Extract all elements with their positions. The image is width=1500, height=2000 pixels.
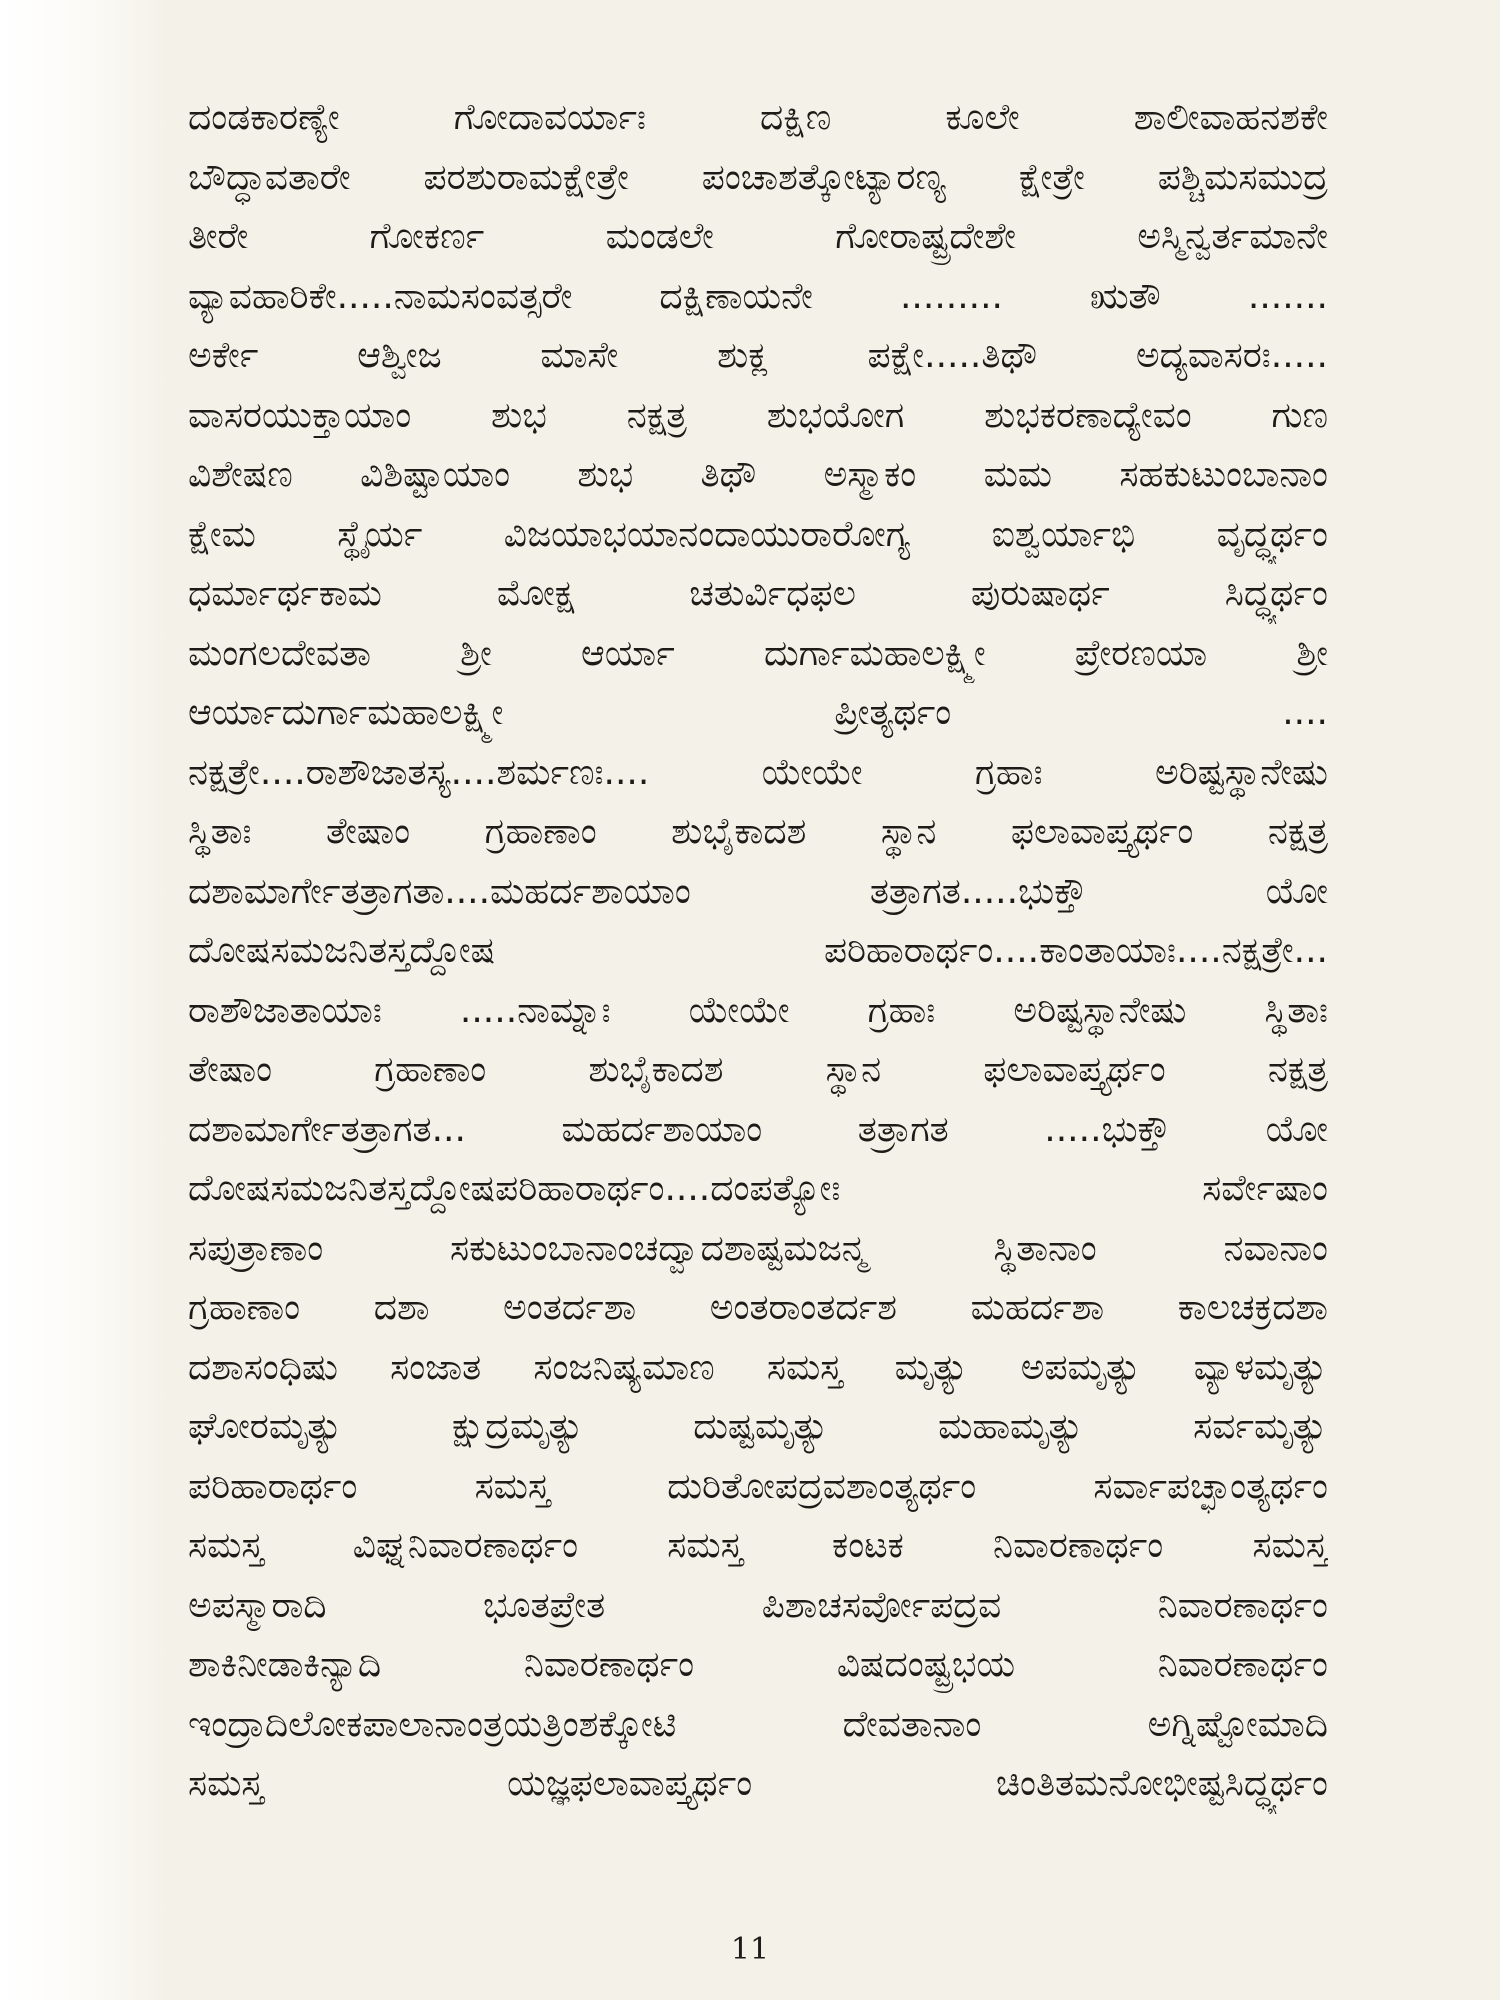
text-line: ಸಪುತ್ರಾಣಾಂ ಸಕುಟುಂಬಾನಾಂಚದ್ವಾದಶಾಷ್ಟಮಜನ್ಮ ಸ್ಥಿತಾನಾಂ ನವಾನಾಂ [188, 1227, 1328, 1269]
page-number: 11 [730, 1932, 770, 1967]
text-line: ಆರ್ಯಾದುರ್ಗಾಮಹಾಲಕ್ಷ್ಮೀ ಪ್ರೀತ್ಯರ್ಥಂ .... [188, 692, 1328, 733]
text-line: ದೋಷಸಮಜನಿತಸ್ತದ್ದೋಷ ಪರಿಹಾರಾರ್ಥಂ....ಕಾಂತಾಯಾಃ....ನಕ್ಷತ್ರೇ... [188, 930, 1328, 971]
text-line: ವಿಶೇಷಣ ವಿಶಿಷ್ಟಾಯಾಂ ಶುಭ ತಿಥೌ ಅಸ್ಮಾಕಂ ಮಮ ಸಹಕುಟುಂಬಾನಾಂ [188, 454, 1328, 495]
text-line: ಸ್ಥಿತಾಃ ತೇಷಾಂ ಗ್ರಹಾಣಾಂ ಶುಭೈಕಾದಶ ಸ್ಥಾನ ಫಲಾವಾಪ್ತ್ಯರ್ಥಂ ನಕ್ಷತ್ರ [188, 811, 1328, 852]
text-line: ದಂಡಕಾರಣ್ಯೇ ಗೋದಾವರ್ಯಾಃ ದಕ್ಷಿಣ ಕೂಲೇ ಶಾಲೀವಾಹನಶಕೇ [188, 97, 1328, 138]
text-line: ಗ್ರಹಾಣಾಂ ದಶಾ ಅಂತರ್ದಶಾ ಅಂತರಾಂತರ್ದಶ ಮಹರ್ದಶಾ ಕಾಲಚಕ್ರದಶಾ [188, 1287, 1328, 1328]
text-line: ಶಾಕಿನೀಡಾಕಿನ್ಯಾದಿ ನಿವಾರಣಾರ್ಥಂ ವಿಷದಂಷ್ಟ್ರಭಯ ನಿವಾರಣಾರ್ಥಂ [188, 1644, 1328, 1685]
text-line: ಪರಿಹಾರಾರ್ಥಂ ಸಮಸ್ತ ದುರಿತೋಪದ್ರವಶಾಂತ್ಯರ್ಥಂ ಸರ್ವಾಪಚ್ಛಾಂತ್ಯರ್ಥಂ [188, 1465, 1328, 1507]
text-line: ರಾಶೌಜಾತಾಯಾಃ .....ನಾಮ್ನಾಃ ಯೇಯೇ ಗ್ರಹಾಃ ಅರಿಷ್ಟಸ್ಥಾನೇಷು ಸ್ಥಿತಾಃ [188, 989, 1328, 1031]
text-line: ತೀರೇ ಗೋಕರ್ಣ ಮಂಡಲೇ ಗೋರಾಷ್ಟ್ರದೇಶೇ ಅಸ್ಮಿನ್ವರ್ತಮಾನೇ [188, 216, 1328, 257]
text-line: ದಶಾಸಂಧಿಷು ಸಂಜಾತ ಸಂಜನಿಷ್ಯಮಾಣ ಸಮಸ್ತ ಮೃತ್ಯು ಅಪಮೃತ್ಯು ವ್ಯಾಳಮೃತ್ಯು [188, 1346, 1328, 1388]
text-line: ಮಂಗಲದೇವತಾ ಶ್ರೀ ಆರ್ಯಾ ದುರ್ಗಾಮಹಾಲಕ್ಷ್ಮೀ ಪ್ರೇರಣಯಾ ಶ್ರೀ [188, 632, 1328, 674]
text-line: ಬೌದ್ಧಾವತಾರೇ ಪರಶುರಾಮಕ್ಷೇತ್ರೇ ಪಂಚಾಶತ್ಕೋಟ್ಯಾರಣ್ಯ ಕ್ಷೇತ್ರೇ ಪಶ್ಚಿಮಸಮುದ್ರ [188, 156, 1328, 198]
text-line: ನಕ್ಷತ್ರೇ....ರಾಶೌಜಾತಸ್ಯ....ಶರ್ಮಣಃ.... ಯೇಯೇ ಗ್ರಹಾಃ ಅರಿಷ್ಟಸ್ಥಾನೇಷು [188, 751, 1328, 793]
text-line: ದೋಷಸಮಜನಿತಸ್ತದ್ದೋಷಪರಿಹಾರಾರ್ಥಂ....ದಂಪತ್ಯೋಃ ಸರ್ವೇಷಾಂ [188, 1168, 1328, 1209]
text-line: ಘೋರಮೃತ್ಯು ಕ್ಷುದ್ರಮೃತ್ಯು ದುಷ್ಟಮೃತ್ಯು ಮಹಾಮೃತ್ಯು ಸರ್ವಮೃತ್ಯು [188, 1406, 1328, 1447]
text-line: ದಶಾಮಾರ್ಗೇತತ್ರಾಗತಾ....ಮಹರ್ದಶಾಯಾಂ ತತ್ರಾಗತ.....ಭುಕ್ತೌ ಯೋ [188, 870, 1328, 912]
text-line: ದಶಾಮಾರ್ಗೇತತ್ರಾಗತ... ಮಹರ್ದಶಾಯಾಂ ತತ್ರಾಗತ .....ಭುಕ್ತೌ ಯೋ [188, 1108, 1328, 1150]
text-line: ಅರ್ಕೇ ಆಶ್ವೀಜ ಮಾಸೇ ಶುಕ್ಲ ಪಕ್ಷೇ.....ತಿಥೌ ಅದ್ಯವಾಸರಃ..... [188, 335, 1328, 376]
text-line: ಅಪಸ್ಮಾರಾದಿ ಭೂತಪ್ರೇತ ಪಿಶಾಚಸರ್ವೋಪದ್ರವ ನಿವಾರಣಾರ್ಥಂ [188, 1584, 1328, 1626]
text-line: ಇಂದ್ರಾದಿಲೋಕಪಾಲಾನಾಂತ್ರಯತ್ರಿಂಶಕ್ಕೋಟಿ ದೇವತಾನಾಂ ಅಗ್ನಿಷ್ಟೋಮಾದಿ [188, 1703, 1328, 1745]
text-line: ವಾಸರಯುಕ್ತಾಯಾಂ ಶುಭ ನಕ್ಷತ್ರ ಶುಭಯೋಗ ಶುಭಕರಣಾದ್ಯೇವಂ ಗುಣ [188, 394, 1328, 436]
page-gutter [0, 0, 168, 2000]
text-line: ವ್ಯಾವಹಾರಿಕೇ.....ನಾಮಸಂವತ್ಸರೇ ದಕ್ಷಿಣಾಯನೇ ......... ಋತೌ ....... [188, 275, 1328, 317]
text-line: ಸಮಸ್ತ ವಿಘ್ನನಿವಾರಣಾರ್ಥಂ ಸಮಸ್ತ ಕಂಟಕ ನಿವಾರಣಾರ್ಥಂ ಸಮಸ್ತ [188, 1525, 1328, 1566]
body-text [188, 88, 1328, 1814]
text-line: ಸಮಸ್ತ ಯಜ್ಞಫಲಾವಾಪ್ತ್ಯರ್ಥಂ ಚಿಂತಿತಮನೋಭೀಷ್ಟಸಿದ್ಧ್ಯರ್ಥಂ [188, 1763, 1328, 1804]
text-line: ಕ್ಷೇಮ ಸ್ಥೈರ್ಯ ವಿಜಯಾಭಯಾನಂದಾಯುರಾರೋಗ್ಯ ಐಶ್ವರ್ಯಾಭಿ ವೃದ್ಧ್ಯರ್ಥಂ [188, 513, 1328, 555]
text-line: ಧರ್ಮಾರ್ಥಕಾಮ ಮೋಕ್ಷ ಚತುರ್ವಿಧಫಲ ಪುರುಷಾರ್ಥ ಸಿದ್ಧ್ಯರ್ಥಂ [188, 573, 1328, 614]
text-line: ತೇಷಾಂ ಗ್ರಹಾಣಾಂ ಶುಭೈಕಾದಶ ಸ್ಥಾನ ಫಲಾವಾಪ್ತ್ಯರ್ಥಂ ನಕ್ಷತ್ರ [188, 1049, 1328, 1090]
